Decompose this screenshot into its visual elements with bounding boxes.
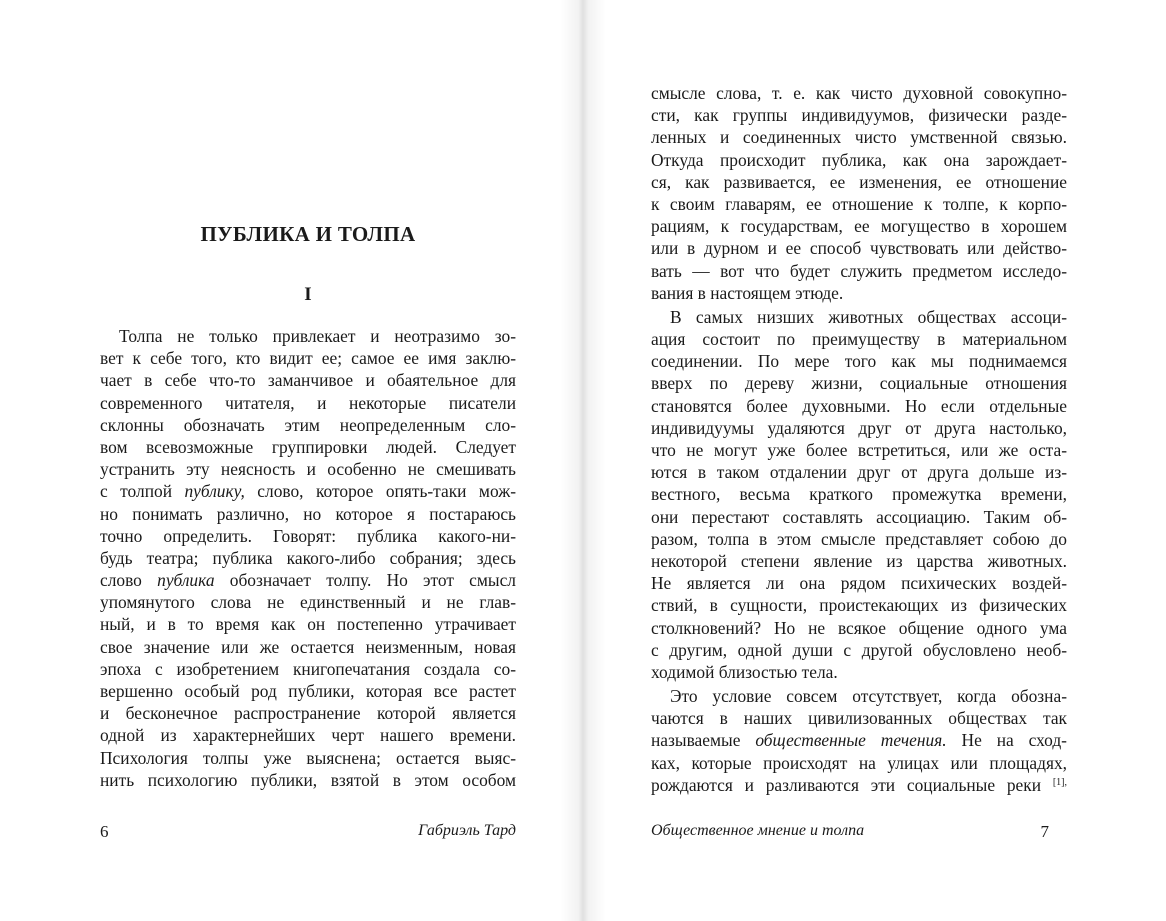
text-line: или в дурном и ее способ чувствовать или действо- xyxy=(651,238,1067,259)
text-line: Откуда происходит публика, как она зарождает- xyxy=(651,149,1067,170)
text-line: чаются в наших цивилизованных обществах так xyxy=(651,708,1067,729)
text-line: вать — вот что будет служить предметом исследо- xyxy=(651,260,1067,281)
text-line: В самых низших животных обществах ассоци- xyxy=(670,306,1067,327)
left-body-text xyxy=(100,325,516,791)
page-number-left: 6 xyxy=(100,822,109,841)
text-run: слово xyxy=(100,570,142,591)
text-run: рождаются и разливаются эти социальные реки xyxy=(651,774,1042,795)
italic-term: общественные течения. xyxy=(755,730,947,751)
text-line: ленных и соединенных чисто умственной связью. xyxy=(651,127,1067,148)
text-line: соединении. По мере того как мы поднимаемся xyxy=(651,351,1067,372)
text-line: ся, как развивается, ее изменения, ее отношение xyxy=(651,171,1067,192)
text-line: ствий, в сущности, проистекающих из физических xyxy=(651,595,1067,616)
text-line: Это условие совсем отсутствует, когда обозна- xyxy=(670,686,1067,707)
text-line: современного читателя, и некоторые писатели xyxy=(100,392,516,413)
text-line: будь театра; публика какого-либо собрания; здесь xyxy=(100,547,516,568)
italic-term: публику, xyxy=(184,481,245,502)
text-line: склонны обозначать этим неопределенным сло- xyxy=(100,414,516,435)
text-line: Не является ли она рядом психических воздей- xyxy=(651,573,1067,594)
text-line: устранить эту неясность и особенно не смешивать xyxy=(100,459,516,480)
text-line: рациям, к государствам, ее могущество в хорошем xyxy=(651,216,1067,237)
text-line: но понимать различно, но которое я постараюсь xyxy=(100,503,516,524)
text-line: Толпа не только привлекает и неотразимо зо- xyxy=(119,326,516,346)
text-line: к своим главарям, ее отношение к толпе, к корпо- xyxy=(651,193,1067,214)
text-run: слово, которое опять-таки мож- xyxy=(257,481,516,502)
text-line: вом всевозможные группировки людей. Следует xyxy=(100,436,516,457)
right-page xyxy=(583,0,1166,921)
text-line: что не могут уже более встретиться, или же оста- xyxy=(651,440,1067,460)
text-line: ках, которые происходят на улицах или площадях, xyxy=(651,752,1067,773)
text-line xyxy=(651,774,1067,796)
text-line: столкновений? Но не всякое общение одного ума xyxy=(651,617,1067,638)
text-line: ация состоит по преимуществу в материальном xyxy=(651,329,1067,350)
text-line: и бесконечное распространение которой является xyxy=(100,703,516,724)
text-line: индивидуумы удаляются друг от друга настолько, xyxy=(651,417,1067,438)
text-line: упомянутого слова не единственный и не глав- xyxy=(100,592,516,613)
text-line: смысле слова, т. е. как чисто духовной совокупно- xyxy=(651,83,1067,103)
text-line: нить психологию публики, взятой в этом особом xyxy=(100,769,516,790)
chapter-title: ПУБЛИКА И ТОЛПА xyxy=(200,222,416,246)
text-line: одной из характернейших черт нашего времени. xyxy=(100,725,516,746)
text-line: точно определить. Говорят: публика какого-ни- xyxy=(100,525,516,546)
text-run: Не на сход- xyxy=(961,730,1067,751)
text-line: вет к себе того, кто видит ее; самое ее имя заклю- xyxy=(100,348,516,369)
text-line: разом, толпа в этом смысле представляет собою до xyxy=(651,528,1067,549)
right-body-text xyxy=(651,82,1067,796)
text-line xyxy=(651,729,1067,751)
text-line: ный, и в то время как он постепенно утрачивает xyxy=(100,614,516,635)
text-line: они перестают составлять ассоциацию. Таким об- xyxy=(651,506,1067,527)
running-head-title: Общественное мнение и толпа xyxy=(651,822,865,839)
text-line xyxy=(100,480,516,502)
page-number-right: 7 xyxy=(1040,822,1049,841)
text-line: становятся более духовными. Но если отдельные xyxy=(651,395,1067,416)
section-number: I xyxy=(304,284,312,305)
italic-term: публика xyxy=(157,570,215,591)
text-line: вверх по дереву жизни, социальные отношения xyxy=(651,373,1067,394)
text-run: с толпой xyxy=(100,481,173,502)
text-line: вершенно особый род публики, которая все растет xyxy=(100,681,516,701)
footnote-reference[interactable]: [1], xyxy=(1052,776,1067,788)
text-line xyxy=(100,569,516,591)
text-line: свое значение или же остается неизменным, новая xyxy=(100,636,516,657)
text-line: ются в таком отдалении друг от друга дольше из- xyxy=(651,462,1067,483)
text-line: эпоха с изобретением книгопечатания создала со- xyxy=(100,658,516,679)
text-line: ходимой близостью тела. xyxy=(651,661,838,682)
text-run: обозначает толпу. Но этот смысл xyxy=(229,570,516,591)
text-line: чает в себе что-то заманчивое и обаятельное для xyxy=(100,370,516,391)
text-line: вестного, весьма краткого промежутка времени, xyxy=(651,484,1067,505)
text-line: Психология толпы уже выяснена; остается выяс- xyxy=(100,747,516,768)
text-line: с другим, одной души с другой обусловлено необ- xyxy=(651,639,1067,660)
text-line: некоторой степени явление из царства животных. xyxy=(651,550,1067,571)
text-run: называемые xyxy=(651,730,741,751)
text-line: вания в настоящем этюде. xyxy=(651,282,844,303)
text-line: сти, как группы индивидуумов, физически разде- xyxy=(651,105,1067,126)
running-head-author: Габриэль Тард xyxy=(418,822,516,839)
